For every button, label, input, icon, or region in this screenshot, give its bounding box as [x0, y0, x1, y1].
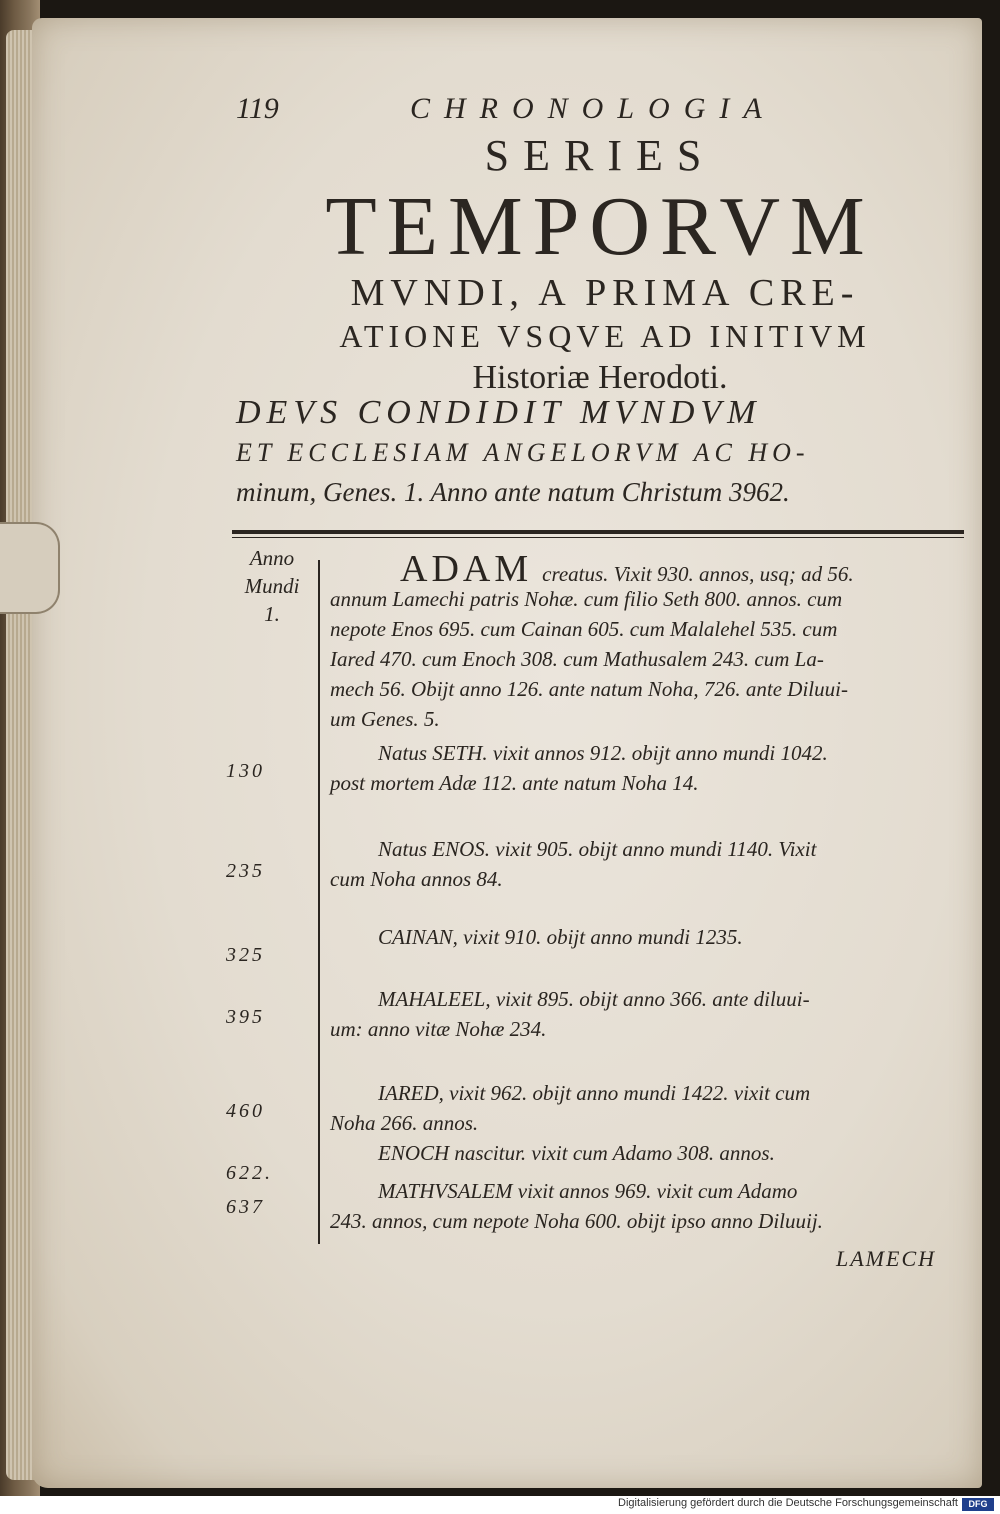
thin-rule [232, 537, 964, 538]
entry-line: Natus SETH. vixit annos 912. obijt anno mundi 1042. [378, 741, 828, 765]
entry-line: mech 56. Obijt anno 126. ante natum Noha, 726. ante Diluui- [330, 677, 848, 701]
adam-name: ADAM [400, 548, 533, 590]
entry-line: Noha 266. annos. [330, 1111, 479, 1135]
column-divider [318, 560, 320, 1244]
page-number: 119 [236, 92, 279, 125]
entry-line: annum Lamechi patris Nohæ. cum filio Seth 800. annos. cum [330, 587, 843, 611]
entry-line: creatus. Vixit 930. annos, usq; ad 56. [542, 562, 854, 586]
anno-mundi-word-3: 1. [264, 602, 280, 626]
year-marker: 130 [226, 760, 265, 782]
year-marker: 637 [226, 1196, 265, 1218]
entry-enoch [330, 1138, 966, 1168]
entry-line: Natus ENOS. vixit 905. obijt anno mundi 1140. Vixit [378, 837, 817, 861]
entry-adam [330, 548, 966, 734]
entry-line: IARED, vixit 962. obijt anno mundi 1422. vixit cum [378, 1081, 811, 1105]
index-tab [0, 522, 60, 614]
heavy-rule [232, 530, 964, 534]
funding-credit: Digitalisierung gefördert durch die Deutsche Forschungsgemeinschaft [618, 1497, 958, 1509]
entry-line: CAINAN, vixit 910. obijt anno mundi 1235. [378, 925, 743, 949]
year-marker: 325 [226, 944, 265, 966]
catchword: LAMECH [836, 1246, 936, 1271]
motto-line-1: DEVS CONDIDIT MVNDVM [236, 394, 762, 431]
footer-bar [0, 1496, 1000, 1514]
entry-mahaleel [330, 984, 966, 1044]
dfg-logo-icon: DFG [962, 1498, 994, 1511]
entry-line: Iared 470. cum Enoch 308. cum Mathusalem 243. cum La- [330, 647, 824, 671]
running-head [0, 92, 1000, 132]
entry-iared [330, 1078, 966, 1138]
title-line-1: MVNDI, A PRIMA CRE- [350, 272, 860, 314]
entry-line: post mortem Adæ 112. ante natum Noha 14. [330, 771, 699, 795]
motto-line-3: minum, Genes. 1. Anno ante natum Christum 3962. [236, 477, 790, 507]
entry-line: um Genes. 5. [330, 707, 440, 731]
motto [236, 392, 976, 512]
title-line-3: Historiæ Herodoti. [472, 359, 728, 396]
entry-line: 243. annos, cum nepote Noha 600. obijt ipso anno Diluuij. [330, 1209, 823, 1233]
entry-mathusalem [330, 1176, 966, 1236]
entry-enos [330, 834, 966, 894]
entry-line: um: anno vitæ Nohæ 234. [330, 1017, 547, 1041]
title-line-2: ATIONE VSQVE AD INITIVM [339, 318, 871, 354]
entry-line: ENOCH nascitur. vixit cum Adamo 308. annos. [378, 1141, 775, 1165]
motto-line-2: ET ECCLESIAM ANGELORVM AC HO- [236, 438, 810, 467]
entry-line: MAHALEEL, vixit 895. obijt anno 366. ante diluui- [378, 987, 810, 1011]
anno-mundi-word-1: Anno [249, 546, 295, 570]
anno-mundi-label [232, 544, 312, 628]
running-title: CHRONOLOGIA [410, 92, 776, 125]
entry-line: cum Noha annos 84. [330, 867, 503, 891]
year-marker: 460 [226, 1100, 265, 1122]
entry-seth [330, 738, 966, 798]
year-marker: 622. [226, 1162, 273, 1184]
year-marker: 235 [226, 860, 265, 882]
title-temporum: TEMPORVM [325, 180, 875, 273]
anno-mundi-word-2: Mundi [244, 574, 300, 598]
year-marker: 395 [226, 1006, 265, 1028]
entry-cainan [330, 922, 966, 952]
title-block [230, 128, 980, 400]
entry-line: MATHVSALEM vixit annos 969. vixit cum Adamo [378, 1179, 798, 1203]
title-series: SERIES [484, 131, 716, 180]
entry-line: nepote Enos 695. cum Cainan 605. cum Malalehel 535. cum [330, 617, 838, 641]
